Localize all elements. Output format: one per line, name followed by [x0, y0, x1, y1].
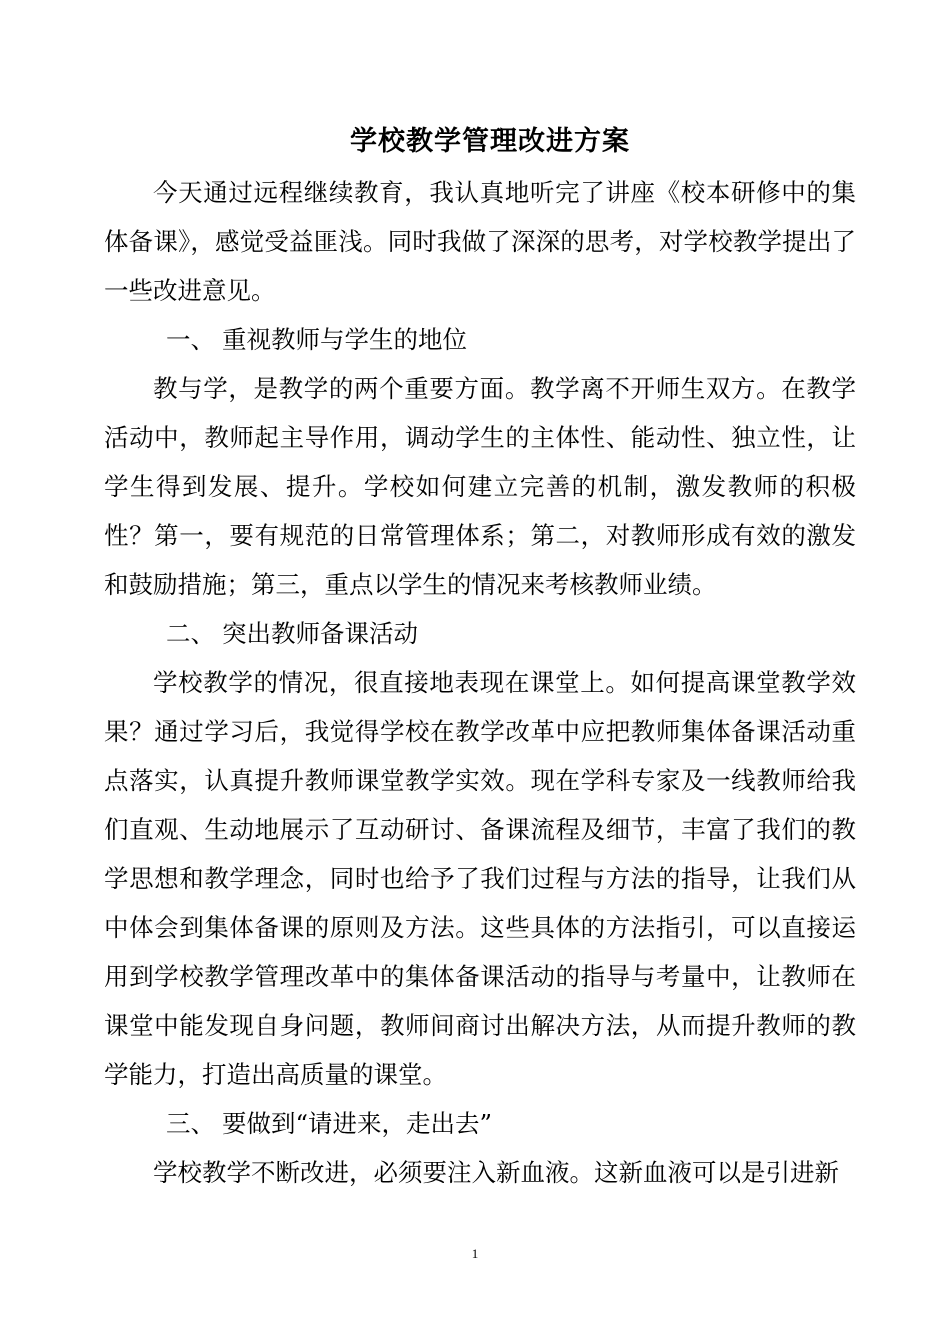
intro-paragraph: 今天通过远程继续教育，我认真地听完了讲座《校本研修中的集体备课》，感觉受益匪浅。同时我做了深深的思考，对学校教学提出了一些改进意见。 — [104, 178, 856, 305]
page-number: 1 — [471, 1246, 479, 1261]
document-title: 学校教学管理改进方案 — [350, 126, 630, 157]
section-number: 二、 — [166, 619, 215, 648]
section-heading-text: 要做到“请进来，走出去” — [222, 1109, 493, 1138]
section-heading-1 — [104, 315, 856, 364]
section-heading-text: 重视教师与学生的地位 — [222, 325, 467, 354]
section-paragraph-2: 学校教学的情况，很直接地表现在课堂上。如何提高课堂教学效果？通过学习后，我觉得学校在教学改革中应把教师集体备课活动重点落实，认真提升教师课堂教学实效。现在学科专家及一线教师给我们直观、生动地展示了互动研讨、备课流程及细节，丰富了我们的教学思想和教学理念，同时也给予了我们过程与方法的指导，让我们从中体会到集体备课的原则及方法。这些具体的方法指引，可以直接运用到学校教学管理改革中的集体备课活动的指导与考量中，让教师在课堂中能发现自身问题，教师间商讨出解决方法，从而提升教师的教学能力，打造出高质量的课堂。 — [104, 668, 856, 1089]
section-heading-2 — [104, 609, 856, 658]
section-heading-text: 突出教师备课活动 — [222, 619, 418, 648]
section-paragraph-3: 学校教学不断改进，必须要注入新血液。这新血液可以是引进新 — [153, 1158, 839, 1187]
document-body — [104, 168, 856, 1197]
section-paragraph-1: 教与学，是教学的两个重要方面。教学离不开师生双方。在教学活动中，教师起主导作用，调动学生的主体性、能动性、独立性，让学生得到发展、提升。学校如何建立完善的机制，激发教师的积极性？第一，要有规范的日常管理体系；第二，对教师形成有效的激发和鼓励措施；第三，重点以学生的情况来考核教师业绩。 — [104, 374, 856, 599]
section-number: 一、 — [166, 325, 215, 354]
section-heading-3 — [104, 1099, 856, 1148]
section-number: 三、 — [166, 1109, 215, 1138]
